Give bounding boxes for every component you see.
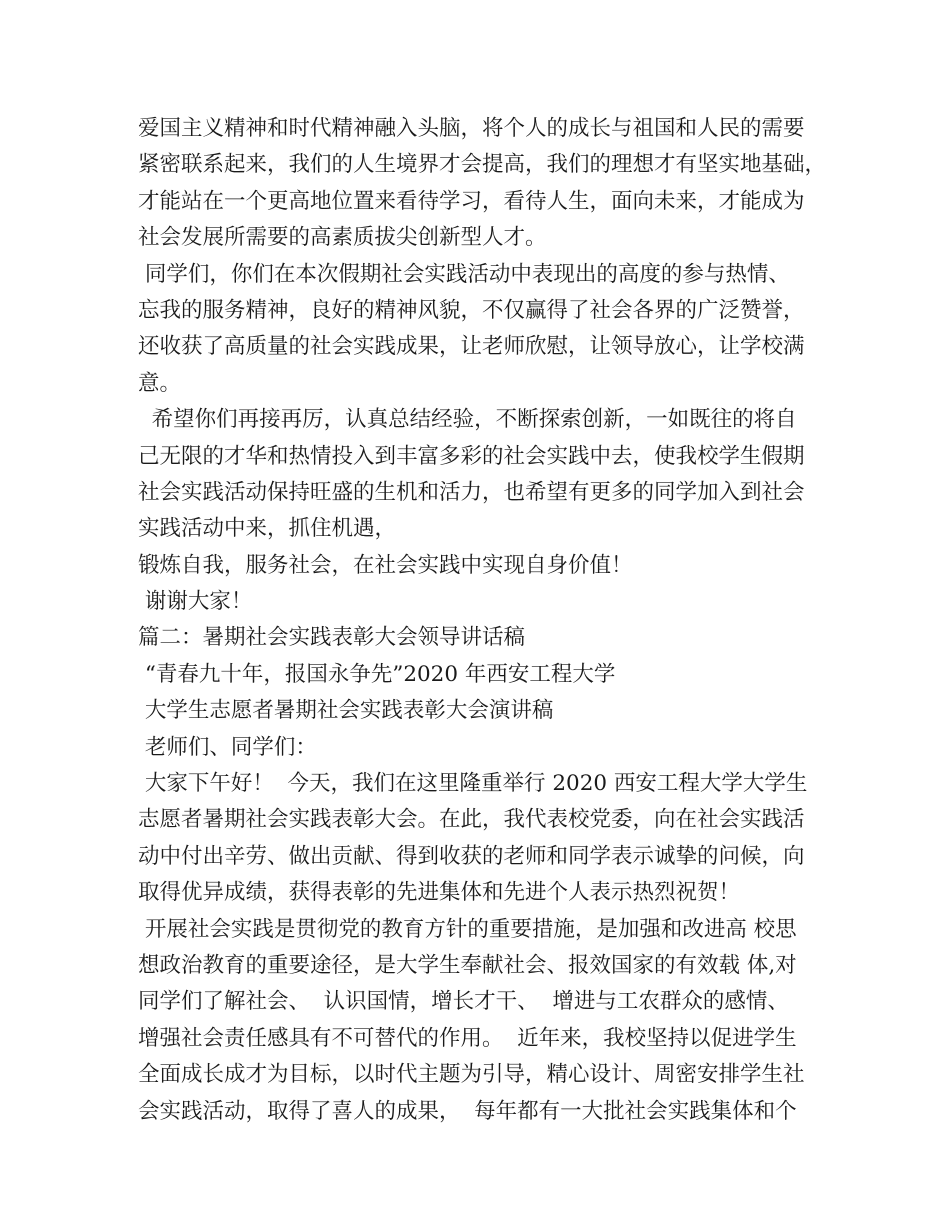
text-line: 社会实践活动保持旺盛的生机和活力，也希望有更多的同学加入到社会 <box>138 479 805 505</box>
speech-title: “青春九十年，报国永争先”2020 年西安工程大学 <box>138 661 616 687</box>
text-line: 希望你们再接再厉，认真总结经验，不断探索创新，一如既往的将自 <box>138 407 797 433</box>
text-line: 志愿者暑期社会实践表彰大会。在此，我代表校党委，向在社会实践活 <box>138 807 805 833</box>
speech-subtitle: 大学生志愿者暑期社会实践表彰大会演讲稿 <box>138 698 554 724</box>
text-line: 锻炼自我，服务社会，在社会实践中实现自身价值！ <box>138 552 633 578</box>
text-line: 实践活动中来，抓住机遇， <box>138 516 397 542</box>
section-heading: 篇二：暑期社会实践表彰大会领导讲话稿 <box>138 625 526 651</box>
text-line: 忘我的服务精神，良好的精神风貌，不仅赢得了社会各界的广泛赞誉， <box>138 297 805 323</box>
text-line: 取得优异成绩，获得表彰的先进集体和先进个人表示热烈祝贺！ <box>138 880 741 906</box>
salutation: 老师们、同学们： <box>138 734 317 760</box>
document-body <box>138 111 828 1130</box>
text-line: 意。 <box>138 370 182 396</box>
text-line: 还收获了高质量的社会实践成果，让老师欣慰，让领导放心，让学校满 <box>138 334 805 360</box>
text-line: 开展社会实践是贯彻党的教育方针的重要措施，是加强和改进高 校思 <box>138 916 797 942</box>
text-line: 想政治教育的重要途径，是大学生奉献社会、报效国家的有效载 体,对 <box>138 952 797 978</box>
text-line: 增强社会责任感具有不可替代的作用。 近年来，我校坚持以促进学生 <box>138 1025 797 1051</box>
text-line: 同学们了解社会、 认识国情，增长才干、 增进与工农群众的感情、 <box>138 989 789 1015</box>
text-line: 紧密联系起来，我们的人生境界才会提高，我们的理想才有坚实地基础， <box>138 152 827 178</box>
text-line: 大家下午好！ 今天，我们在这里隆重举行 2020 西安工程大学大学生 <box>138 771 808 797</box>
text-line: 己无限的才华和热情投入到丰富多彩的社会实践中去，使我校学生假期 <box>138 443 805 469</box>
text-line: 社会发展所需要的高素质拔尖创新型人才。 <box>138 225 547 251</box>
text-line: 爱国主义精神和时代精神融入头脑，将个人的成长与祖国和人民的需要 <box>138 116 805 141</box>
text-line: 同学们，你们在本次假期社会实践活动中表现出的高度的参与热情、 <box>138 261 790 287</box>
text-line: 才能站在一个更高地位置来看待学习，看待人生，面向未来，才能成为 <box>138 188 805 214</box>
text-line: 全面成长成才为目标，以时代主题为引导，精心设计、周密安排学生社 <box>138 1062 805 1088</box>
text-line: 谢谢大家！ <box>138 589 253 615</box>
text-line: 动中付出辛劳、做出贡献、得到收获的老师和同学表示诚挚的问候，向 <box>138 843 805 869</box>
text-line: 会实践活动，取得了喜人的成果， 每年都有一大批社会实践集体和个 <box>138 1098 797 1124</box>
